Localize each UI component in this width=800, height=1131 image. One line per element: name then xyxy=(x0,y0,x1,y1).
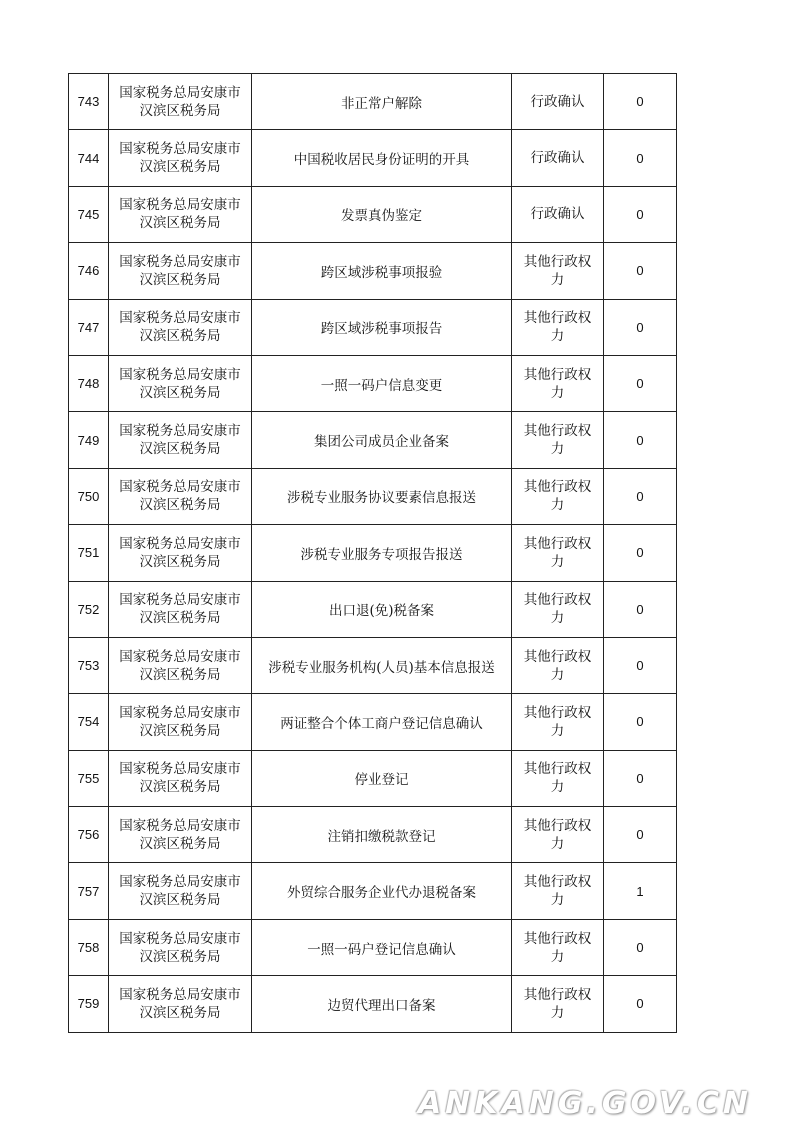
department-cell xyxy=(109,637,252,693)
table-row xyxy=(69,637,677,693)
table-row xyxy=(69,750,677,806)
power-type-cell xyxy=(512,355,604,411)
department-name: 国家税务总局安康市汉滨区税务局 xyxy=(119,535,241,570)
department-cell xyxy=(109,807,252,863)
row-number: 750 xyxy=(69,468,109,524)
count: 0 xyxy=(604,919,677,975)
department-cell xyxy=(109,750,252,806)
item-name: 跨区域涉税事项报验 xyxy=(252,243,512,299)
row-number: 752 xyxy=(69,581,109,637)
count: 0 xyxy=(604,976,677,1032)
item-name: 跨区域涉税事项报告 xyxy=(252,299,512,355)
table-body xyxy=(69,74,677,1033)
power-type: 其他行政权力 xyxy=(523,592,592,627)
department-cell xyxy=(109,186,252,242)
table-row xyxy=(69,694,677,750)
item-name: 出口退(免)税备案 xyxy=(252,581,512,637)
item-name: 停业登记 xyxy=(252,750,512,806)
department-name: 国家税务总局安康市汉滨区税务局 xyxy=(119,986,241,1021)
power-type-cell xyxy=(512,807,604,863)
power-type: 其他行政权力 xyxy=(523,648,592,683)
power-type: 其他行政权力 xyxy=(523,817,592,852)
power-type-cell xyxy=(512,750,604,806)
power-type-cell xyxy=(512,976,604,1032)
department-name: 国家税务总局安康市汉滨区税务局 xyxy=(119,366,241,401)
table-row xyxy=(69,412,677,468)
department-cell xyxy=(109,355,252,411)
item-name: 外贸综合服务企业代办退税备案 xyxy=(252,863,512,919)
row-number: 745 xyxy=(69,186,109,242)
row-number: 758 xyxy=(69,919,109,975)
department-cell xyxy=(109,863,252,919)
department-name: 国家税务总局安康市汉滨区税务局 xyxy=(119,874,241,909)
table-row xyxy=(69,299,677,355)
item-name: 发票真伪鉴定 xyxy=(252,186,512,242)
power-type-cell xyxy=(512,186,604,242)
table-row xyxy=(69,976,677,1032)
item-name: 边贸代理出口备案 xyxy=(252,976,512,1032)
count: 0 xyxy=(604,130,677,186)
item-name: 两证整合个体工商户登记信息确认 xyxy=(252,694,512,750)
item-name: 非正常户解除 xyxy=(252,74,512,130)
power-type: 其他行政权力 xyxy=(523,423,592,458)
department-cell xyxy=(109,74,252,130)
department-cell xyxy=(109,412,252,468)
count: 0 xyxy=(604,581,677,637)
department-cell xyxy=(109,976,252,1032)
power-type-cell xyxy=(512,243,604,299)
row-number: 749 xyxy=(69,412,109,468)
row-number: 757 xyxy=(69,863,109,919)
department-name: 国家税务总局安康市汉滨区税务局 xyxy=(119,84,241,119)
count: 0 xyxy=(604,186,677,242)
department-name: 国家税务总局安康市汉滨区税务局 xyxy=(119,761,241,796)
site-watermark: ANKANG.GOV.CN xyxy=(417,1086,752,1121)
count: 0 xyxy=(604,412,677,468)
department-name: 国家税务总局安康市汉滨区税务局 xyxy=(119,141,241,176)
department-name: 国家税务总局安康市汉滨区税务局 xyxy=(119,423,241,458)
department-cell xyxy=(109,243,252,299)
power-list-table xyxy=(68,73,677,1033)
department-cell xyxy=(109,919,252,975)
table-row xyxy=(69,468,677,524)
department-name: 国家税务总局安康市汉滨区税务局 xyxy=(119,930,241,965)
power-type-cell xyxy=(512,637,604,693)
table-row xyxy=(69,863,677,919)
item-name: 中国税收居民身份证明的开具 xyxy=(252,130,512,186)
department-cell xyxy=(109,694,252,750)
power-type-cell xyxy=(512,412,604,468)
item-name: 集团公司成员企业备案 xyxy=(252,412,512,468)
row-number: 743 xyxy=(69,74,109,130)
count: 0 xyxy=(604,750,677,806)
row-number: 754 xyxy=(69,694,109,750)
department-cell xyxy=(109,525,252,581)
count: 0 xyxy=(604,694,677,750)
department-name: 国家税务总局安康市汉滨区税务局 xyxy=(119,253,241,288)
power-type: 其他行政权力 xyxy=(523,366,592,401)
power-type-cell xyxy=(512,919,604,975)
item-name: 涉税专业服务协议要素信息报送 xyxy=(252,468,512,524)
table-row xyxy=(69,130,677,186)
power-type-cell xyxy=(512,468,604,524)
power-type-cell xyxy=(512,130,604,186)
power-type-cell xyxy=(512,74,604,130)
row-number: 755 xyxy=(69,750,109,806)
power-type-cell xyxy=(512,525,604,581)
count: 0 xyxy=(604,74,677,130)
power-type: 其他行政权力 xyxy=(523,253,592,288)
power-type: 其他行政权力 xyxy=(523,761,592,796)
table-row xyxy=(69,525,677,581)
row-number: 753 xyxy=(69,637,109,693)
count: 0 xyxy=(604,525,677,581)
count: 0 xyxy=(604,355,677,411)
department-name: 国家税务总局安康市汉滨区税务局 xyxy=(119,592,241,627)
power-type: 其他行政权力 xyxy=(523,986,592,1021)
item-name: 涉税专业服务机构(人员)基本信息报送 xyxy=(252,637,512,693)
row-number: 748 xyxy=(69,355,109,411)
row-number: 746 xyxy=(69,243,109,299)
power-type: 其他行政权力 xyxy=(523,535,592,570)
table-row xyxy=(69,74,677,130)
department-name: 国家税务总局安康市汉滨区税务局 xyxy=(119,817,241,852)
row-number: 756 xyxy=(69,807,109,863)
power-type-cell xyxy=(512,299,604,355)
row-number: 747 xyxy=(69,299,109,355)
count: 1 xyxy=(604,863,677,919)
department-name: 国家税务总局安康市汉滨区税务局 xyxy=(119,648,241,683)
department-cell xyxy=(109,581,252,637)
power-type-cell xyxy=(512,694,604,750)
item-name: 一照一码户登记信息确认 xyxy=(252,919,512,975)
department-cell xyxy=(109,468,252,524)
table-row xyxy=(69,186,677,242)
power-type: 行政确认 xyxy=(530,206,585,223)
table-row xyxy=(69,243,677,299)
power-type-cell xyxy=(512,863,604,919)
department-cell xyxy=(109,130,252,186)
item-name: 一照一码户信息变更 xyxy=(252,355,512,411)
department-cell xyxy=(109,299,252,355)
row-number: 759 xyxy=(69,976,109,1032)
table-row xyxy=(69,919,677,975)
count: 0 xyxy=(604,299,677,355)
power-type: 行政确认 xyxy=(530,150,585,167)
count: 0 xyxy=(604,807,677,863)
power-type-cell xyxy=(512,581,604,637)
table-row xyxy=(69,807,677,863)
power-type: 其他行政权力 xyxy=(523,874,592,909)
power-type: 其他行政权力 xyxy=(523,310,592,345)
row-number: 751 xyxy=(69,525,109,581)
row-number: 744 xyxy=(69,130,109,186)
power-type: 行政确认 xyxy=(530,93,585,110)
department-name: 国家税务总局安康市汉滨区税务局 xyxy=(119,704,241,739)
item-name: 涉税专业服务专项报告报送 xyxy=(252,525,512,581)
count: 0 xyxy=(604,637,677,693)
table-row xyxy=(69,355,677,411)
power-type: 其他行政权力 xyxy=(523,930,592,965)
department-name: 国家税务总局安康市汉滨区税务局 xyxy=(119,479,241,514)
count: 0 xyxy=(604,243,677,299)
department-name: 国家税务总局安康市汉滨区税务局 xyxy=(119,310,241,345)
item-name: 注销扣缴税款登记 xyxy=(252,807,512,863)
power-type: 其他行政权力 xyxy=(523,479,592,514)
table-row xyxy=(69,581,677,637)
department-name: 国家税务总局安康市汉滨区税务局 xyxy=(119,197,241,232)
count: 0 xyxy=(604,468,677,524)
power-type: 其他行政权力 xyxy=(523,704,592,739)
